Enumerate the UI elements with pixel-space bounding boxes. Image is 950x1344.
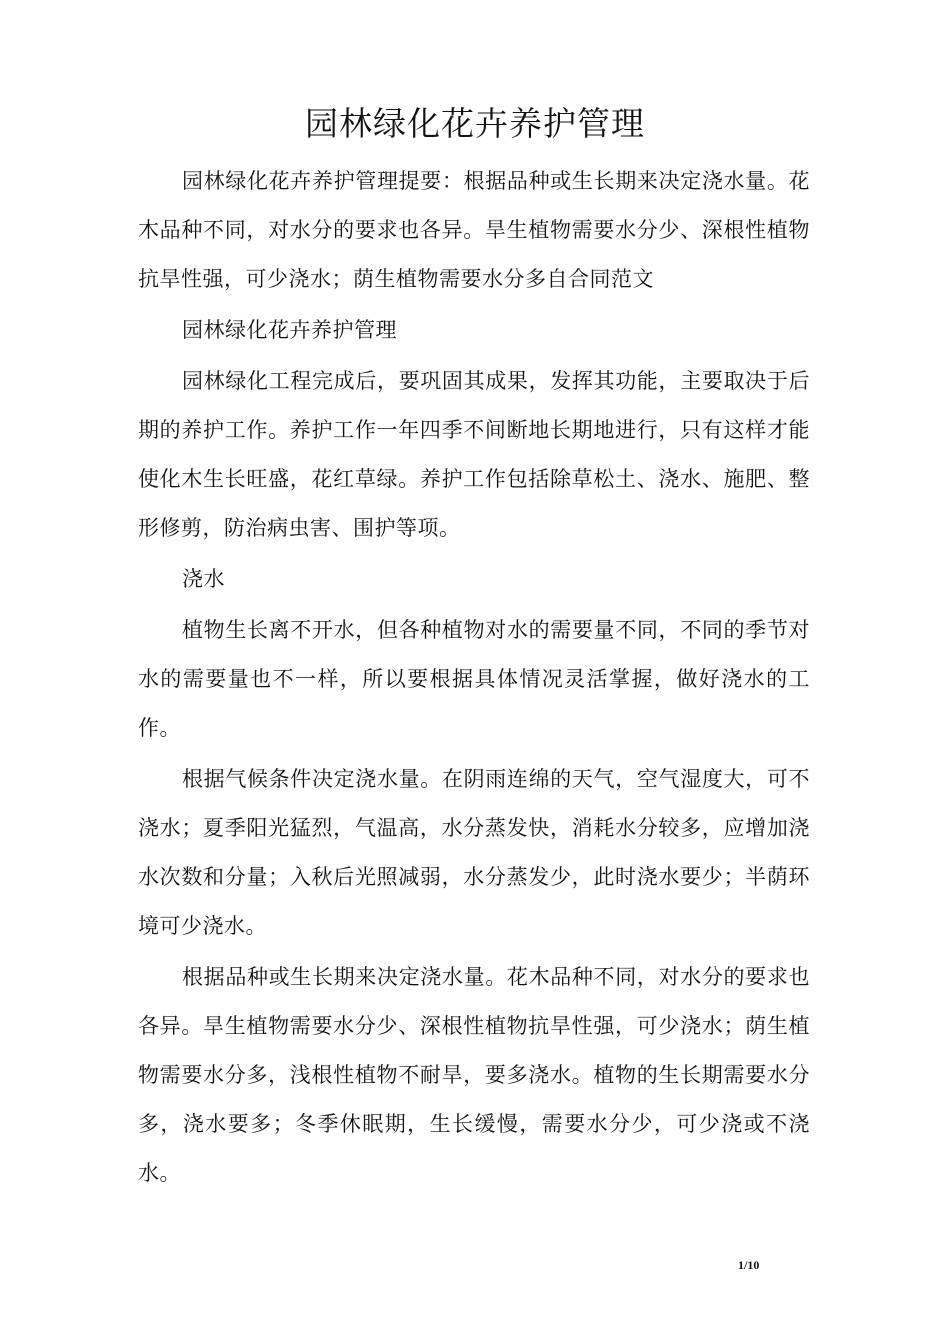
- paragraph-watering-variety: 根据品种或生长期来决定浇水量。花木品种不同，对水分的要求也各异。旱生植物需要水分少、深根性植物抗旱性强，可少浇水；荫生植物需要水分多，浅根性植物不耐旱，要多浇水。植物的生长期需要水分多，浇水要多；冬季休眠期，生长缓慢，需要水分少，可少浇或不浇水。: [138, 965, 810, 1185]
- section-heading-watering: 浇水: [182, 567, 225, 591]
- paragraph-watering-general: 植物生长离不开水，但各种植物对水的需要量不同，不同的季节对水的需要量也不一样，所以要根据具体情况灵活掌握，做好浇水的工作。: [138, 618, 810, 740]
- paragraph-summary: 园林绿化花卉养护管理提要：根据品种或生长期来决定浇水量。花木品种不同，对水分的要求也各异。旱生植物需要水分少、深根性植物抗旱性强，可少浇水；荫生植物需要水分多自合同范文: [138, 169, 810, 291]
- paragraph-subtitle: 园林绿化花卉养护管理: [182, 318, 397, 342]
- paragraph-watering-climate: 根据气候条件决定浇水量。在阴雨连绵的天气，空气湿度大，可不浇水；夏季阳光猛烈，气温高，水分蒸发快，消耗水分较多，应增加浇水次数和分量；入秋后光照减弱，水分蒸发少，此时浇水要少；半荫环境可少浇水。: [138, 767, 810, 938]
- document-body: [138, 157, 810, 1198]
- document-title: 园林绿化花卉养护管理: [305, 104, 645, 143]
- paragraph-intro: 园林绿化工程完成后，要巩固其成果，发挥其功能，主要取决于后期的养护工作。养护工作一年四季不间断地长期地进行，只有这样才能使化木生长旺盛，花红草绿。养护工作包括除草松土、浇水、施肥、整形修剪，防治病虫害、围护等项。: [138, 369, 810, 540]
- page-number: 1/10: [738, 1258, 760, 1272]
